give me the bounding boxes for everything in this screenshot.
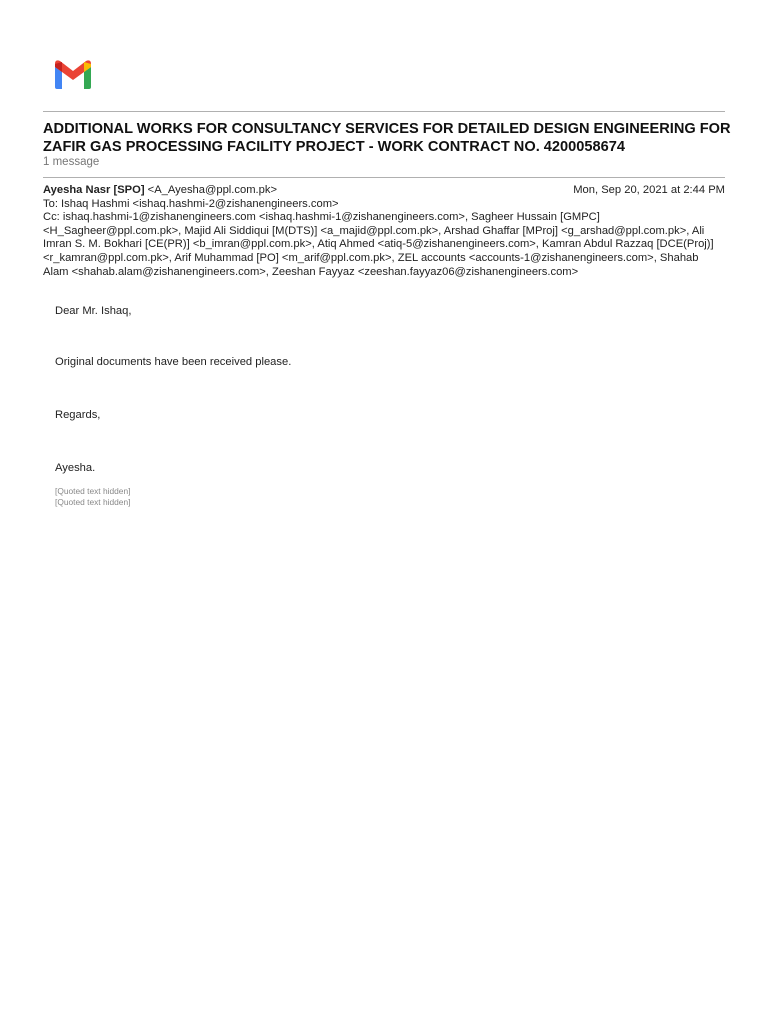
to-line: To: Ishaq Hashmi <ishaq.hashmi-2@zishanengineers.com>	[43, 197, 339, 210]
message-count: 1 message	[43, 156, 100, 168]
from-row	[43, 184, 725, 198]
cc-line: Cc: ishaq.hashmi-1@zishanengineers.com <ishaq.hashmi-1@zishanengineers.com>, Sagheer Hussain [GMPC] <H_Sagheer@ppl.com.pk>, Majid Ali Siddiqui [M(DTS)] <a_majid@ppl.com.pk>, Arshad Ghaffar [MProj] <g_arshad@ppl.com.pk>, Ali Imran S. M. Bokhari [CE(PR)] <b_imran@ppl.com.pk>, Atiq Ahmed <atiq-5@zishanengineers.com>, Kamran Abdul Razzaq [DCE(Proj)] <r_kamran@ppl.com.pk>, Arif Muhammad [PO] <m_arif@ppl.com.pk>, ZEL accounts <accounts-1@zishanengineers.com>, Shahab Alam <shahab.alam@zishanengineers.com>, Zeeshan Fayyaz <zeeshan.fayyaz06@zishanengineers.com>	[43, 211, 714, 278]
email-subject: ADDITIONAL WORKS FOR CONSULTANCY SERVICES FOR DETAILED DESIGN ENGINEERING FOR ZAFIR GAS PROCESSING FACILITY PROJECT - WORK CONTRACT NO. 4200058674	[43, 121, 731, 155]
body-signature: Ayesha.	[55, 462, 96, 474]
quoted-text-hidden[interactable]: [Quoted text hidden]	[55, 486, 131, 496]
message-header	[43, 184, 725, 279]
sender	[43, 184, 277, 198]
divider-header	[43, 177, 725, 178]
body-greeting: Dear Mr. Ishaq,	[55, 305, 132, 317]
message-date: Mon, Sep 20, 2021 at 2:44 PM	[573, 184, 725, 196]
quoted-text-hidden[interactable]: [Quoted text hidden]	[55, 497, 131, 507]
body-closing: Regards,	[55, 409, 101, 421]
divider-top	[43, 111, 725, 112]
gmail-logo-icon	[52, 58, 94, 90]
body-line: Original documents have been received please.	[55, 356, 292, 368]
sender-name: Ayesha Nasr [SPO]	[43, 184, 145, 196]
sender-email: <A_Ayesha@ppl.com.pk>	[147, 184, 277, 196]
